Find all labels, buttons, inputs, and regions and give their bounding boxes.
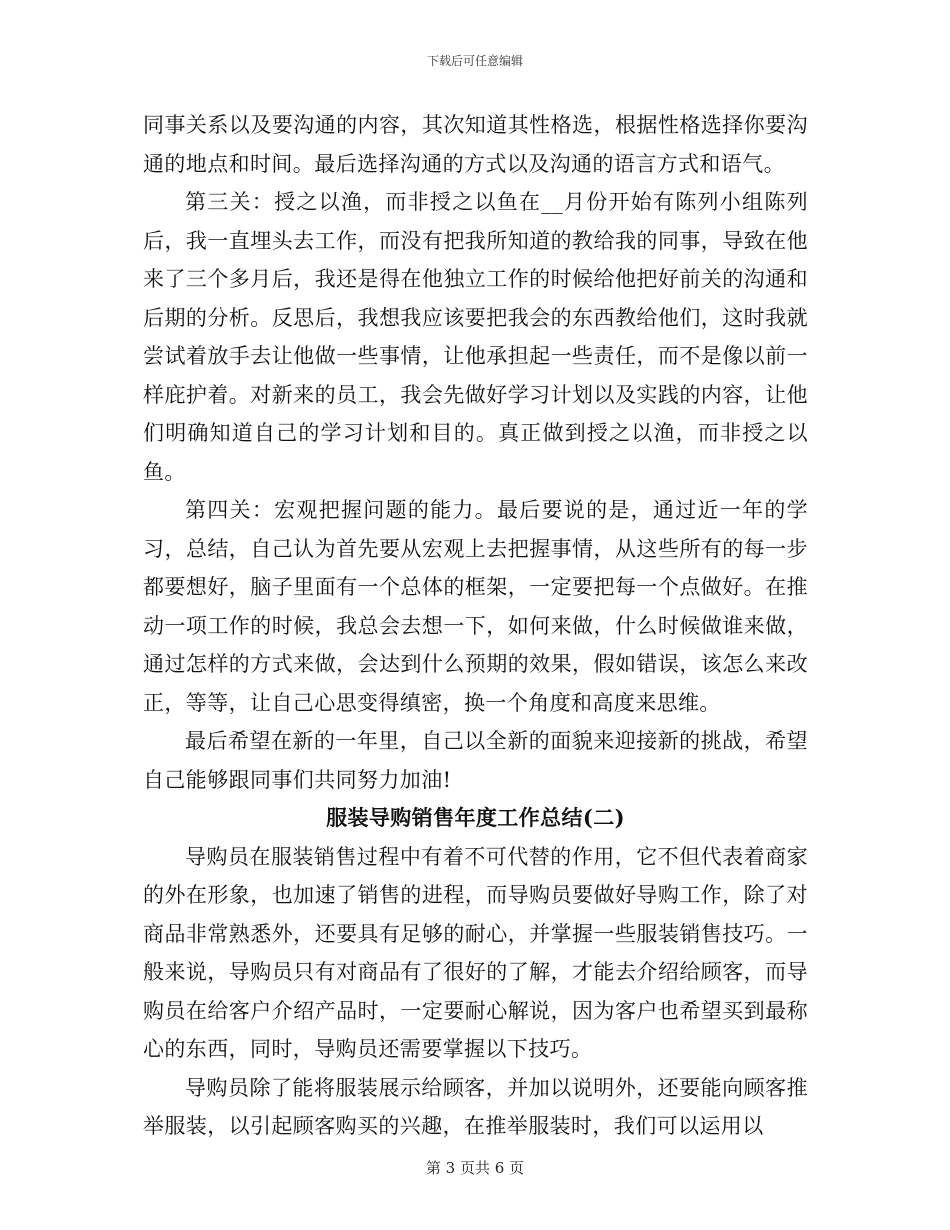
page-header: 下载后可任意编辑 [426,54,523,68]
section-title: 服装导购销售年度工作总结(二) [326,805,625,830]
page-footer: 第 3 页共 6 页 [425,1159,525,1177]
paragraph-guide-role: 导购员在服装销售过程中有着不可代替的作用，它不但代表着商家的外在形象，也加速了销售的进程，而导购员要做好导购工作，除了对商品非常熟悉外，还要具有足够的耐心，并掌握一些服装销售技巧。一般来说，导购员只有对商品有了很好的了解，才能去介绍给顾客，而导购员在给客户介绍产品时，一定要耐心解说，因为客户也希望买到最称心的东西，同时，导购员还需要掌握以下技巧。 [143,844,808,1061]
paragraph-continuation: 同事关系以及要沟通的内容，其次知道其性格选，根据性格选择你要沟通的地点和时间。最后选择沟通的方式以及沟通的语言方式和语气。 [143,113,808,176]
paragraph-fourth-level: 第四关：宏观把握问题的能力。最后要说的是，通过近一年的学习，总结，自己认为首先要从宏观上去把握事情，从这些所有的每一步都要想好，脑子里面有一个总体的框架，一定要把每一个点做好。在推动一项工作的时候，我总会去想一下，如何来做，什么时候做谁来做，通过怎样的方式来做，会达到什么预期的效果，假如错误，该怎么来改正，等等，让自己心思变得缜密，换一个角度和高度来思维。 [143,498,808,715]
document-body [143,106,808,1146]
paragraph-guide-recommend: 导购员除了能将服装展示给顾客，并加以说明外，还要能向顾客推举服装，以引起顾客购买的兴趣，在推举服装时，我们可以运用以 [143,1075,808,1138]
paragraph-third-level: 第三关：授之以渔，而非授之以鱼在__月份开始有陈列小组陈列后，我一直埋头去工作，而没有把我所知道的教给我的同事，导致在他来了三个多月后，我还是得在他独立工作的时候给他把好前关的沟通和后期的分析。反思后，我想我应该要把我会的东西教给他们，这时我就尝试着放手去让他做一些事情，让他承担起一些责任，而不是像以前一样庇护着。对新来的员工，我会先做好学习计划以及实践的内容，让他们明确知道自己的学习计划和目的。真正做到授之以渔，而非授之以鱼。 [143,190,808,484]
paragraph-closing: 最后希望在新的一年里，自己以全新的面貌来迎接新的挑战，希望自己能够跟同事们共同努力加油! [143,729,808,792]
